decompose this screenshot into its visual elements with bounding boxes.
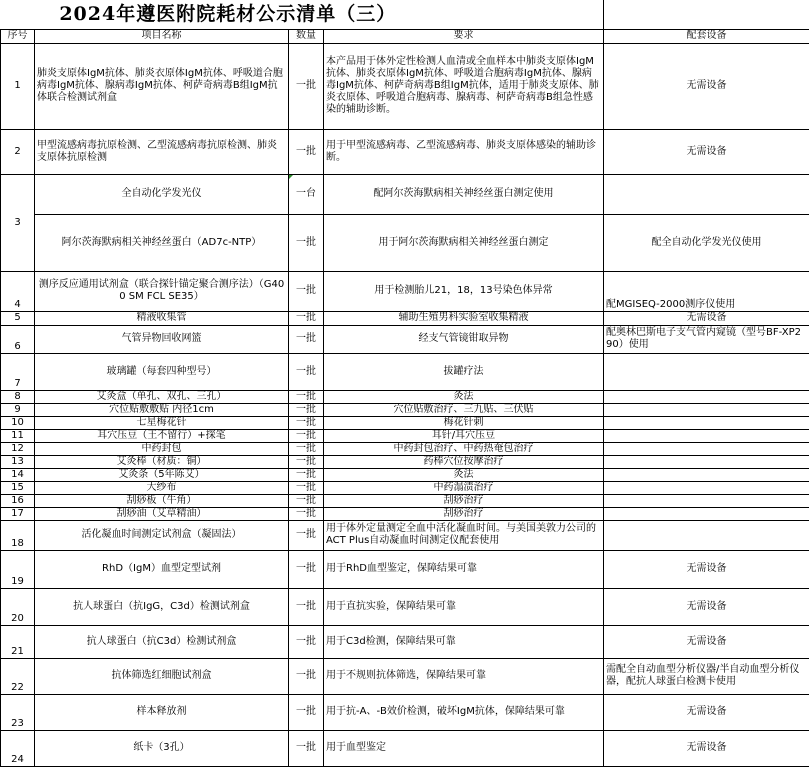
row-index: 12 xyxy=(1,442,35,455)
row-equip: 无需设备 xyxy=(604,625,809,658)
row-req: 用于血型鉴定 xyxy=(324,730,604,766)
row-qty: 一批 xyxy=(289,403,324,416)
table-row xyxy=(1,468,809,481)
row-equip xyxy=(604,507,809,520)
row-index: 8 xyxy=(1,390,35,403)
row-name: 七星梅花针 xyxy=(35,416,289,429)
row-index: 21 xyxy=(1,625,35,658)
row-index: 24 xyxy=(1,730,35,766)
title-row xyxy=(1,0,809,29)
row-req: 穴位贴敷治疗、三九贴、三伏贴 xyxy=(324,403,604,416)
row-req: 配阿尔茨海默病相关神经丝蛋白测定使用 xyxy=(324,174,604,214)
row-index: 6 xyxy=(1,325,35,353)
row-equip: 配全自动化学发光仪使用 xyxy=(604,214,809,271)
row-qty: 一批 xyxy=(289,390,324,403)
row-equip: 需配全自动血型分析仪器/半自动血型分析仪器，配抗人球蛋白检测卡使用 xyxy=(604,658,809,694)
row-name: 艾灸条（5年陈艾） xyxy=(35,468,289,481)
row-name: 刮痧板（牛角） xyxy=(35,494,289,507)
row-req: 用于RhD血型鉴定，保障结果可靠 xyxy=(324,550,604,588)
header-row xyxy=(1,29,809,43)
row-name: 抗人球蛋白（抗C3d）检测试剂盒 xyxy=(35,625,289,658)
table-row xyxy=(1,625,809,658)
row-req: 药棒穴位按摩治疗 xyxy=(324,455,604,468)
row-name: 穴位贴敷敷贴 内径1cm xyxy=(35,403,289,416)
header-index: 序号 xyxy=(1,29,35,43)
row-qty-text: 一台 xyxy=(296,188,316,199)
table-row xyxy=(1,550,809,588)
row-equip xyxy=(604,390,809,403)
row-equip: 无需设备 xyxy=(604,129,809,174)
row-index: 20 xyxy=(1,588,35,625)
table-row xyxy=(1,455,809,468)
row-qty: 一批 xyxy=(289,271,324,311)
row-index: 19 xyxy=(1,550,35,588)
row-name: 刮痧油（艾草精油） xyxy=(35,507,289,520)
row-index: 1 xyxy=(1,43,35,129)
row-index: 17 xyxy=(1,507,35,520)
row-req: 中药封包治疗、中药热奄包治疗 xyxy=(324,442,604,455)
row-name: 气管异物回收网篮 xyxy=(35,325,289,353)
row-qty: 一批 xyxy=(289,588,324,625)
header-name: 项目名称 xyxy=(35,29,289,43)
row-equip: 无需设备 xyxy=(604,43,809,129)
row-req: 刮痧治疗 xyxy=(324,507,604,520)
header-req: 要求 xyxy=(324,29,604,43)
row-req: 用于抗-A、-B效价检测，破坏IgM抗体，保障结果可靠 xyxy=(324,694,604,730)
row-req: 拔罐疗法 xyxy=(324,353,604,390)
row-qty: 一批 xyxy=(289,325,324,353)
row-equip: 配奥林巴斯电子支气管内窥镜（型号BF-XP290）使用 xyxy=(604,325,809,353)
cell-comment-marker xyxy=(289,175,293,179)
table-row xyxy=(1,520,809,550)
row-qty: 一批 xyxy=(289,494,324,507)
row-equip: 无需设备 xyxy=(604,588,809,625)
table-row xyxy=(1,694,809,730)
row-index: 10 xyxy=(1,416,35,429)
row-equip: 无需设备 xyxy=(604,730,809,766)
row-name: 阿尔茨海默病相关神经丝蛋白（AD7c-NTP） xyxy=(35,214,289,271)
row-qty: 一批 xyxy=(289,43,324,129)
row-req: 梅花针刺 xyxy=(324,416,604,429)
row-qty: 一批 xyxy=(289,694,324,730)
table-row xyxy=(1,481,809,494)
row-req: 中药溻渍治疗 xyxy=(324,481,604,494)
row-req: 经支气管镜钳取异物 xyxy=(324,325,604,353)
table-row xyxy=(1,658,809,694)
row-req: 灸法 xyxy=(324,468,604,481)
row-index: 13 xyxy=(1,455,35,468)
row-req: 本产品用于体外定性检测人血清或全血样本中肺炎支原体IgM抗体、肺炎衣原体IgM抗体、呼吸道合胞病毒IgM抗体、腺病毒IgM抗体、柯萨奇病毒B组IgM抗体，适用于肺炎支原体、肺炎衣原体、呼吸道合胞病毒、腺病毒、柯萨奇病毒B组急性感染的辅助诊断。 xyxy=(324,43,604,129)
row-index: 4 xyxy=(1,271,35,311)
row-equip xyxy=(604,403,809,416)
row-equip: 无需设备 xyxy=(604,694,809,730)
row-index: 3 xyxy=(1,174,35,271)
row-equip xyxy=(604,416,809,429)
row-equip xyxy=(604,353,809,390)
row-qty: 一批 xyxy=(289,550,324,588)
row-name: 耳穴压豆（王不留行）+探笔 xyxy=(35,429,289,442)
row-index: 2 xyxy=(1,129,35,174)
row-name: 大纱布 xyxy=(35,481,289,494)
table-row xyxy=(1,214,809,271)
row-name: 活化凝血时间测定试剂盒（凝固法） xyxy=(35,520,289,550)
row-equip xyxy=(604,174,809,214)
row-req: 灸法 xyxy=(324,390,604,403)
row-qty: 一批 xyxy=(289,311,324,325)
row-equip xyxy=(604,429,809,442)
table-row xyxy=(1,271,809,311)
table-row xyxy=(1,730,809,766)
row-req: 刮痧治疗 xyxy=(324,494,604,507)
row-req: 用于体外定量测定全血中活化凝血时间。与美国美敦力公司的ACT Plus自动凝血时间测定仪配套使用 xyxy=(324,520,604,550)
table-row xyxy=(1,311,809,325)
row-name: 抗人球蛋白（抗IgG，C3d）检测试剂盒 xyxy=(35,588,289,625)
row-name: 测序反应通用试剂盒（联合探针锚定聚合测序法）（G400 SM FCL SE35） xyxy=(35,271,289,311)
table-row xyxy=(1,43,809,129)
header-equip: 配套设备 xyxy=(604,29,809,43)
row-name: 精液收集管 xyxy=(35,311,289,325)
row-qty: 一批 xyxy=(289,625,324,658)
row-equip xyxy=(604,455,809,468)
row-qty: 一批 xyxy=(289,442,324,455)
row-index: 23 xyxy=(1,694,35,730)
row-index: 7 xyxy=(1,353,35,390)
row-name: 全自动化学发光仪 xyxy=(35,174,289,214)
table-row xyxy=(1,442,809,455)
row-qty: 一批 xyxy=(289,455,324,468)
row-equip: 配MGISEQ-2000测序仪使用 xyxy=(604,271,809,311)
row-name: 抗体筛选红细胞试剂盒 xyxy=(35,658,289,694)
table-row xyxy=(1,429,809,442)
row-qty xyxy=(289,174,324,214)
row-req: 用于直抗实验，保障结果可靠 xyxy=(324,588,604,625)
row-qty: 一批 xyxy=(289,507,324,520)
row-qty: 一批 xyxy=(289,520,324,550)
row-equip xyxy=(604,468,809,481)
row-qty: 一批 xyxy=(289,129,324,174)
row-equip: 无需设备 xyxy=(604,311,809,325)
row-qty: 一批 xyxy=(289,468,324,481)
row-equip xyxy=(604,520,809,550)
row-qty: 一批 xyxy=(289,353,324,390)
table-row xyxy=(1,353,809,390)
row-index: 15 xyxy=(1,481,35,494)
row-req: 用于不规则抗体筛选，保障结果可靠 xyxy=(324,658,604,694)
row-qty: 一批 xyxy=(289,481,324,494)
table-row xyxy=(1,403,809,416)
row-index: 14 xyxy=(1,468,35,481)
table-row xyxy=(1,325,809,353)
row-equip xyxy=(604,494,809,507)
row-equip xyxy=(604,481,809,494)
row-index: 11 xyxy=(1,429,35,442)
table-row xyxy=(1,390,809,403)
table-row xyxy=(1,416,809,429)
row-req: 用于阿尔茨海默病相关神经丝蛋白测定 xyxy=(324,214,604,271)
row-req: 用于甲型流感病毒、乙型流感病毒、肺炎支原体感染的辅助诊断。 xyxy=(324,129,604,174)
table-row xyxy=(1,174,809,214)
header-qty: 数量 xyxy=(289,29,324,43)
row-name: RhD（IgM）血型定型试剂 xyxy=(35,550,289,588)
row-equip xyxy=(604,442,809,455)
row-index: 9 xyxy=(1,403,35,416)
table-row xyxy=(1,494,809,507)
row-name: 甲型流感病毒抗原检测、乙型流感病毒抗原检测、肺炎支原体抗原检测 xyxy=(35,129,289,174)
title-right-cell xyxy=(604,0,809,29)
row-index: 18 xyxy=(1,520,35,550)
row-qty: 一批 xyxy=(289,658,324,694)
row-index: 22 xyxy=(1,658,35,694)
row-qty: 一批 xyxy=(289,429,324,442)
table-row xyxy=(1,129,809,174)
row-req: 耳针/耳穴压豆 xyxy=(324,429,604,442)
row-name: 样本释放剂 xyxy=(35,694,289,730)
row-name: 艾灸盒（单孔、双孔、三孔） xyxy=(35,390,289,403)
row-qty: 一批 xyxy=(289,730,324,766)
row-name: 艾灸棒（材质：铜） xyxy=(35,455,289,468)
row-req: 用于C3d检测，保障结果可靠 xyxy=(324,625,604,658)
row-name: 纸卡（3孔） xyxy=(35,730,289,766)
sheet-title: 2024年遵医附院耗材公示清单（三） xyxy=(59,3,397,26)
table-row xyxy=(1,588,809,625)
row-req: 用于检测胎儿21，18，13号染色体异常 xyxy=(324,271,604,311)
row-req: 辅助生殖男科实验室收集精液 xyxy=(324,311,604,325)
row-qty: 一批 xyxy=(289,214,324,271)
row-index: 16 xyxy=(1,494,35,507)
table-row xyxy=(1,507,809,520)
row-equip: 无需设备 xyxy=(604,550,809,588)
row-name: 玻璃罐（每套四种型号） xyxy=(35,353,289,390)
row-name: 肺炎支原体IgM抗体、肺炎衣原体IgM抗体、呼吸道合胞病毒IgM抗体、腺病毒IgM抗体、柯萨奇病毒B组IgM抗体联合检测试剂盒 xyxy=(35,43,289,129)
row-qty: 一批 xyxy=(289,416,324,429)
row-index: 5 xyxy=(1,311,35,325)
row-name: 中药封包 xyxy=(35,442,289,455)
